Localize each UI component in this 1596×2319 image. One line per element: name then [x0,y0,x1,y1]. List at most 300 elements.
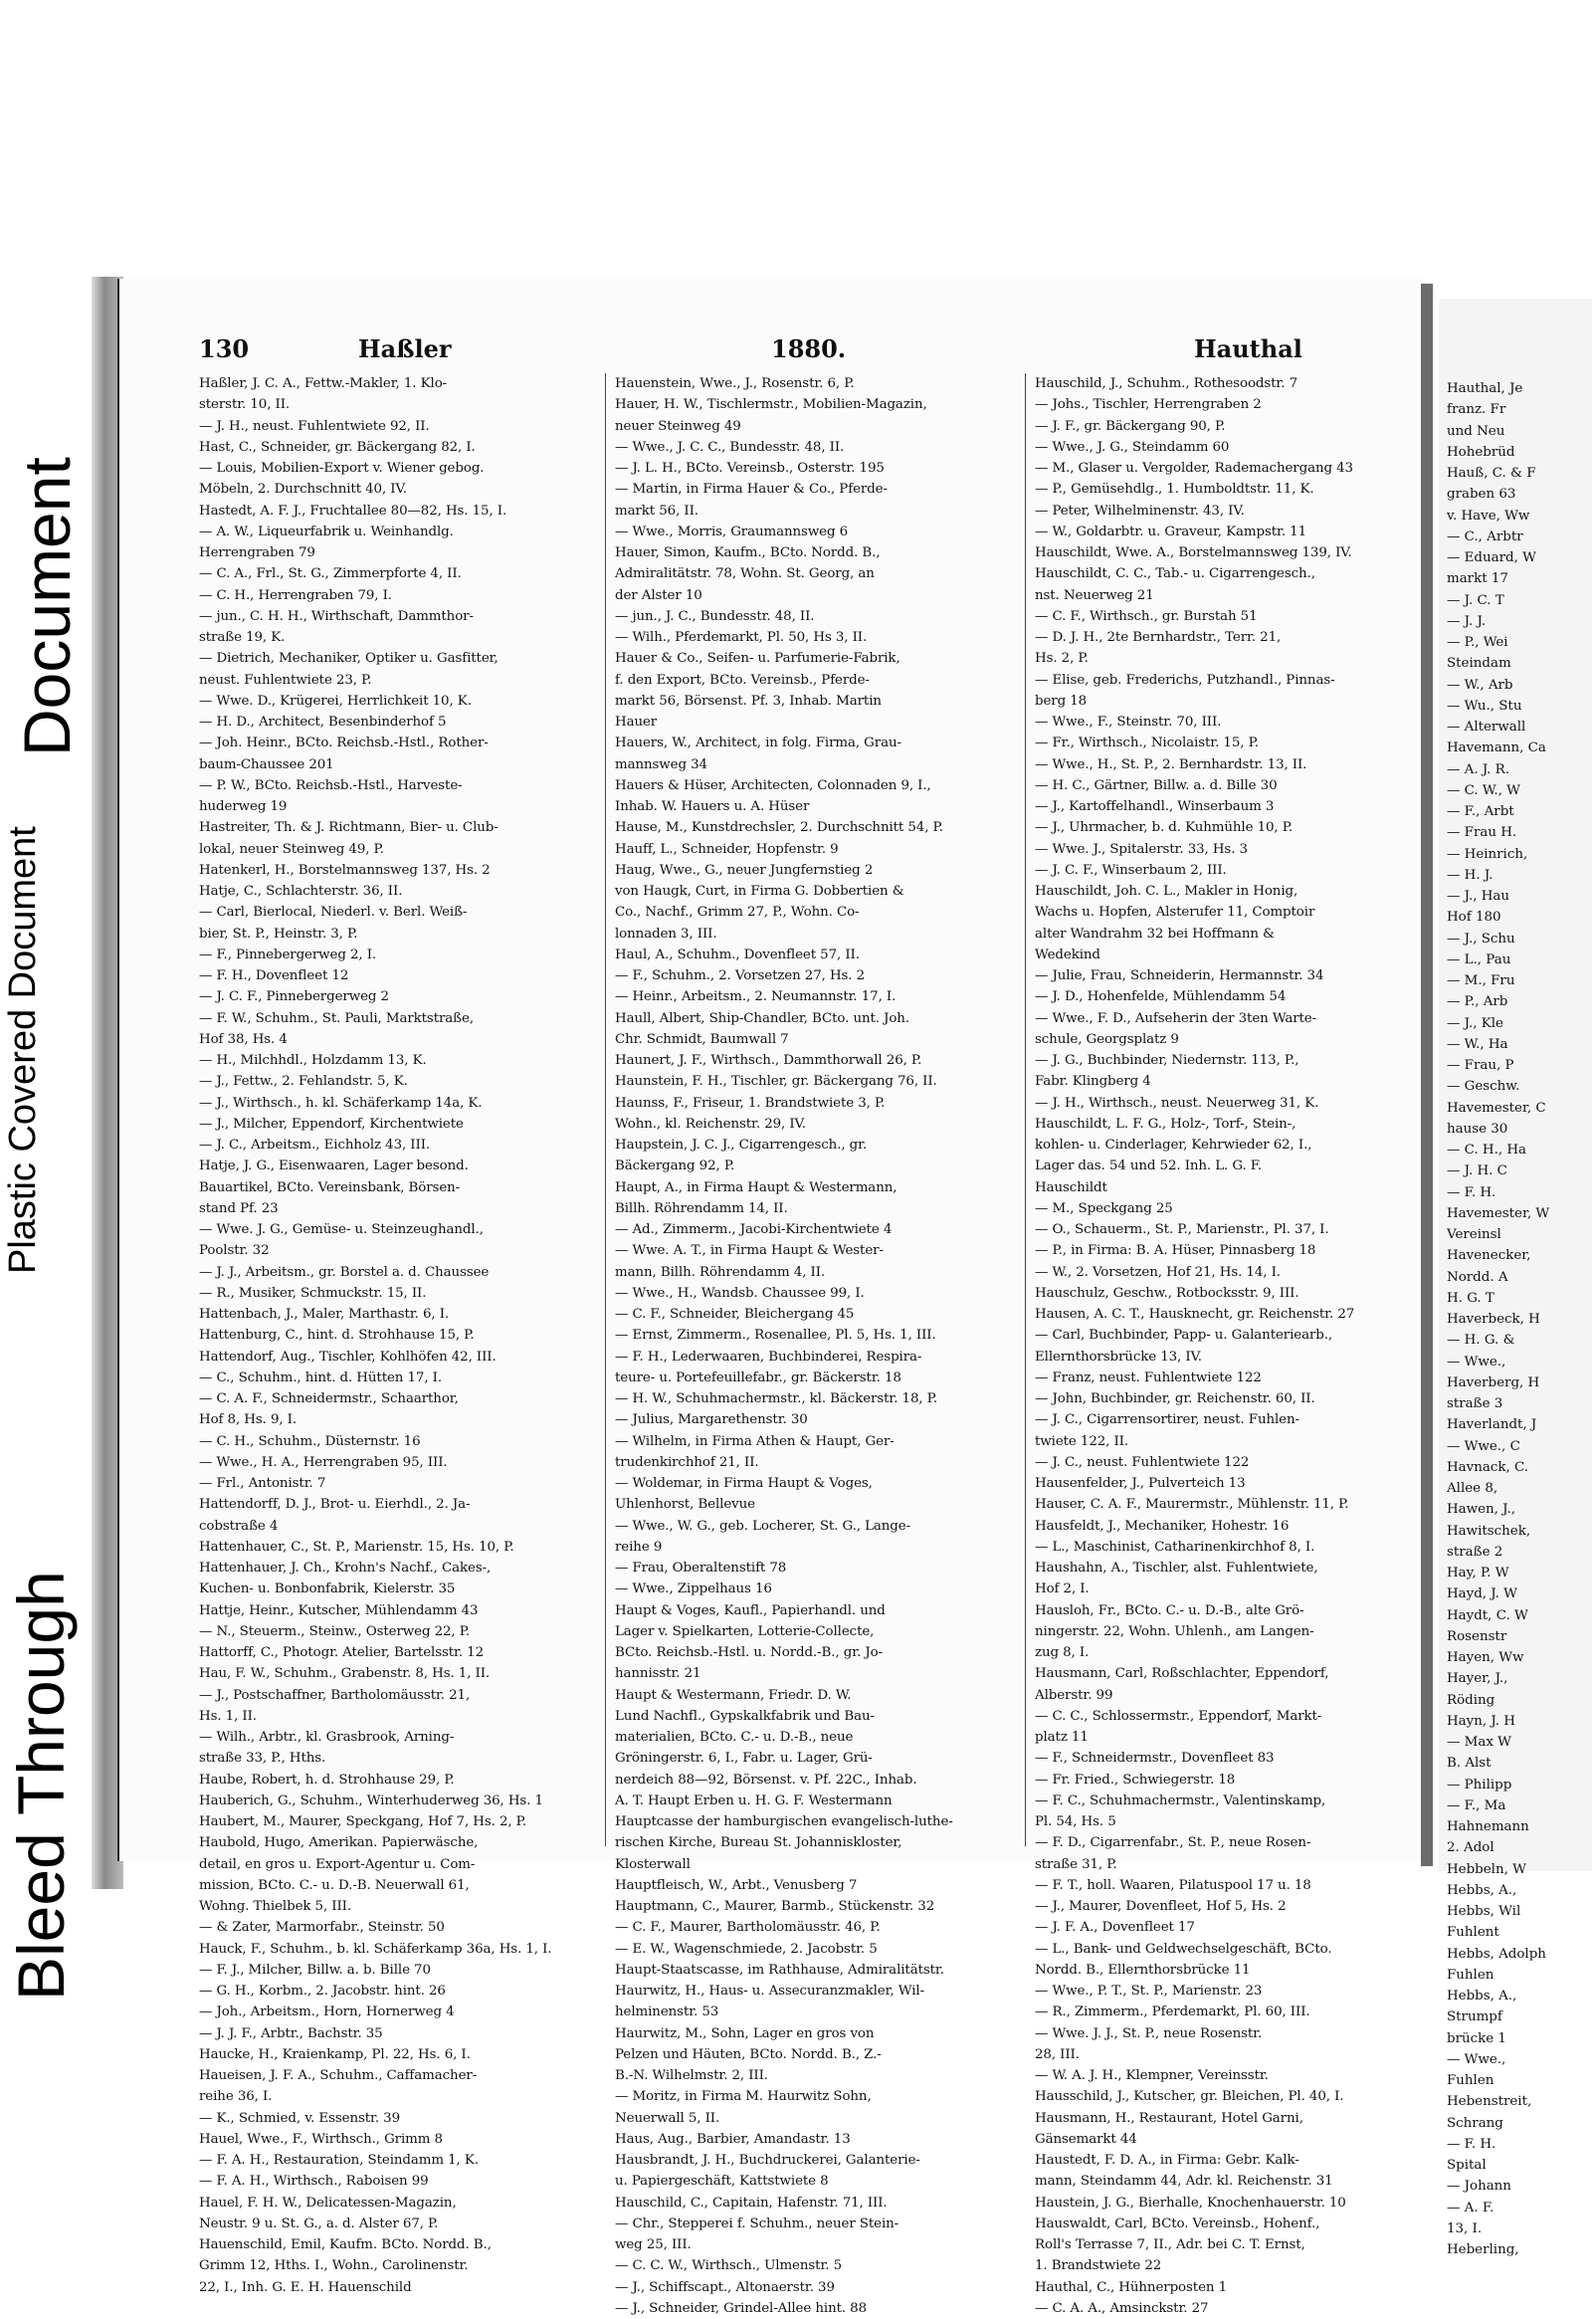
directory-entry-line: — G. H., Korbm., 2. Jacobstr. hint. 26 [199,1984,446,1999]
directory-entry-line: Chr. Schmidt, Baumwall 7 [615,1031,789,1047]
directory-entry-line: — Wwe., H. A., Herrengraben 95, III. [199,1454,448,1470]
directory-entry-line: Haupt, A., in Firma Haupt & Westermann, [615,1179,898,1195]
plastic-covered-label: Plastic Covered Document [2,826,44,1274]
directory-entry-line: — J. F. A., Dovenfleet 17 [1035,1920,1195,1936]
directory-entry-line: Klosterwall [615,1856,691,1872]
directory-entry-line: Haull, Albert, Ship-Chandler, BCto. unt. Joh. [615,1010,909,1026]
column-rule [605,373,606,1846]
directory-entry-line: — Woldemar, in Firma Haupt & Voges, [615,1476,873,1491]
directory-entry-line: Haunert, J. F., Wirthsch., Dammthorwall 26, P. [615,1053,922,1068]
directory-entry-line: Hattendorff, D. J., Brot- u. Eierhdl., 2. Ja- [199,1497,471,1513]
directory-entry-line: Fuhlent [1447,1925,1499,1941]
directory-entry-line: — J. G., Buchbinder, Niedernstr. 113, P., [1035,1053,1299,1068]
directory-entry-line: Hayer, J., [1447,1671,1508,1687]
page-header [199,334,1393,368]
directory-entry-line: — Frau, P [1447,1058,1514,1073]
directory-entry-line: Wohn., kl. Reichenstr. 29, IV. [615,1116,806,1132]
directory-entry-line: — N., Steuerm., Steinw., Osterweg 22, P. [199,1623,471,1639]
directory-entry-line: Hattenburg, C., hint. d. Strohhause 15, P. [199,1328,475,1344]
directory-entry-line: Hauschildt, Joh. C. L., Makler in Honig, [1035,884,1298,899]
directory-entry-line: — J. F., gr. Bäckergang 90, P. [1035,418,1226,434]
column-3 [1035,373,1433,2319]
directory-entry-line: — C. A. F., Schneidermstr., Schaarthor, [199,1391,459,1406]
directory-entry-line: Hs. 1, II. [199,1708,257,1724]
directory-entry-line: — O., Schauerm., St. P., Marienstr., Pl. 37, I. [1035,1222,1329,1237]
directory-entry-line: Hahnemann [1447,1819,1529,1834]
directory-entry-line: Nordd. A [1447,1269,1508,1285]
directory-entry-line: — Wwe., J. G., Steindamm 60 [1035,439,1230,455]
directory-entry-line: straße 19, K. [199,630,286,645]
directory-entry-line: — W. A. J. H., Klempner, Vereinsstr. [1035,2068,1269,2083]
directory-entry-line: — H. W., Schuhmachermstr., kl. Bäckerstr. 18, P. [615,1391,938,1406]
directory-entry-line: Haydt, C. W [1447,1607,1528,1623]
directory-entry-line: — C. W., W [1447,782,1520,798]
directory-entry-line: Haupstein, J. C. J., Cigarrengesch., gr. [615,1138,868,1153]
directory-entry-line: — F. H., Dovenfleet 12 [199,968,349,983]
directory-entry-line: Hausen, A. C. T., Hausknecht, gr. Reichenstr. 27 [1035,1307,1355,1322]
directory-entry-line: materialien, BCto. C.- u. D.-B., neue [615,1730,854,1745]
directory-entry-line: — J. C. F., Pinnebergerweg 2 [199,989,389,1005]
directory-entry-line: — Wwe., F. D., Aufseherin der 3ten Warte- [1035,1010,1317,1026]
directory-entry-line: — F. T., holl. Waaren, Pilatuspool 17 u. 18 [1035,1877,1311,1893]
directory-entry-line: mannsweg 34 [615,756,707,772]
directory-entry-line: Hastedt, A. F. J., Fruchtallee 80—82, Hs. 15, I. [199,503,507,519]
directory-entry-line: nst. Neuerweg 21 [1035,587,1154,603]
directory-entry-line: — Wwe., H., St. P., 2. Bernhardstr. 13, II. [1035,756,1307,772]
directory-entry-line: Hattorff, C., Photogr. Atelier, Bartelsstr. 12 [199,1645,485,1660]
directory-entry-line: Rosenstr [1447,1628,1507,1644]
directory-entry-line: BCto. Reichsb.-Hstl. u. Nordd.-B., gr. Jo- [615,1645,884,1660]
directory-entry-line: Fuhlen [1447,2073,1495,2088]
directory-entry-line: — H. C., Gärtner, Billw. a. d. Bille 30 [1035,777,1278,793]
directory-entry-line: Haverbeck, H [1447,1312,1540,1327]
directory-entry-line: Hebbs, A., [1447,1989,1517,2003]
directory-entry-line: — Ernst, Zimmerm., Rosenallee, Pl. 5, Hs. 1, III. [615,1328,936,1344]
directory-entry-line: Hauschildt, L. F. G., Holz-, Torf-, Stein-, [1035,1116,1297,1132]
directory-entry-line: Poolstr. 32 [199,1243,270,1259]
directory-entry-line: Hauschildt [1035,1179,1107,1195]
directory-entry-line: — E. W., Wagenschmiede, 2. Jacobstr. 5 [615,1941,878,1957]
directory-entry-line: Haug, Wwe., G., neuer Jungfernstieg 2 [615,862,874,878]
directory-entry-line: — P., Gemüsehdlg., 1. Humboldtstr. 11, K. [1035,482,1314,498]
directory-entry-line: Bäckergang 92, P. [615,1159,735,1174]
directory-entry-line: — Johs., Tischler, Herrengraben 2 [1035,397,1262,413]
directory-entry-line: Hebbs, Adolph [1447,1946,1546,1962]
directory-entry-line: Haupt & Voges, Kaufl., Papierhandl. und [615,1602,886,1618]
directory-entry-line: — & Zater, Marmorfabr., Steinstr. 50 [199,1920,445,1936]
directory-entry-line: franz. Fr [1447,402,1506,418]
directory-entry-line: Hawitschek, [1447,1523,1531,1539]
directory-entry-line: B.-N. Wilhelmstr. 2, III. [615,2068,768,2083]
directory-entry-line: Hauschild, J., Schuhm., Rothesoodstr. 7 [1035,376,1297,391]
directory-entry-line: — Fr. Fried., Schwiegerstr. 18 [1035,1772,1236,1788]
directory-entry-line: straße 33, P., Hths. [199,1751,326,1767]
directory-entry-line: Möbeln, 2. Durchschnitt 40, IV. [199,482,407,498]
directory-entry-line: Hauschild, C., Capitain, Hafenstr. 71, III. [615,2195,888,2211]
directory-entry-line: — P., Arb [1447,994,1508,1010]
directory-entry-line: — A. F. [1447,2200,1495,2215]
directory-entry-line: Strumpf [1447,2009,1502,2025]
directory-entry-line: — J., Postschaffner, Bartholomäusstr. 21, [199,1687,471,1703]
directory-entry-line: — Franz, neust. Fuhlentwiete 122 [1035,1370,1262,1385]
directory-entry-line: Ellernthorsbrücke 13, IV. [1035,1349,1202,1365]
directory-entry-line: — Philipp [1447,1777,1512,1792]
directory-entry-line: — jun., J. C., Bundesstr. 48, II. [615,608,815,624]
directory-entry-line: — Joh. Heinr., BCto. Reichsb.-Hstl., Rother- [199,736,489,751]
directory-entry-line: — J., Uhrmacher, b. d. Kuhmühle 10, P. [1035,820,1294,836]
directory-entry-line: — Louis, Mobilien-Export v. Wiener gebog. [199,461,485,476]
directory-entry-line: — Wwe., H., Wandsb. Chaussee 99, I. [615,1285,865,1301]
directory-entry-line: — C. C. W., Wirthsch., Ulmenstr. 5 [615,2258,843,2274]
directory-entry-line: — Moritz, in Firma M. Haurwitz Sohn, [615,2089,872,2105]
directory-entry-line: Hauck, F., Schuhm., b. kl. Schäferkamp 36a, Hs. 1, I. [199,1941,552,1957]
directory-entry-line: brücke 1 [1447,2030,1506,2046]
directory-entry-line: Hauser, C. A. F., Maurermstr., Mühlenstr. 11, P. [1035,1497,1349,1513]
directory-entry-line: Hayd, J. W [1447,1586,1517,1602]
directory-entry-line: markt 56, Börsenst. Pf. 3, Inhab. Martin [615,693,882,709]
directory-entry-line: — W., Arb [1447,677,1513,693]
directory-entry-line: alter Wandrahm 32 bei Hoffmann & [1035,926,1275,942]
directory-entry-line: bier, St. P., Heinstr. 3, P. [199,926,358,942]
adjacent-page [1439,299,1592,2257]
directory-entry-line: hannisstr. 21 [615,1666,701,1682]
directory-entry-line: lokal, neuer Steinweg 49, P. [199,841,384,857]
directory-entry-line: Hauswaldt, Carl, BCto. Vereinsb., Hohenf., [1035,2215,1320,2231]
directory-entry-line: — Frau, Oberaltenstift 78 [615,1561,787,1576]
directory-entry-line: Nordd. B., Ellernthorsbrücke 11 [1035,1962,1251,1978]
directory-entry-line: Haucke, H., Kraienkamp, Pl. 22, Hs. 6, I. [199,2046,471,2062]
directory-entry-line: Steindam [1447,656,1511,672]
directory-entry-line: schule, Georgsplatz 9 [1035,1031,1179,1047]
directory-entry-line: Hastreiter, Th. & J. Richtmann, Bier- u. Club- [199,820,499,836]
directory-entry-line: — W., Goldarbtr. u. Graveur, Kampstr. 11 [1035,524,1306,539]
directory-entry-line: mann, Steindamm 44, Adr. kl. Reichenstr. 31 [1035,2174,1333,2190]
directory-entry-line: — Wwe. J., Spitalerstr. 33, Hs. 3 [1035,841,1248,857]
directory-entry-line: Hebbs, A., [1447,1882,1517,1898]
directory-entry-line: — R., Zimmerm., Pferdemarkt, Pl. 60, III. [1035,2004,1310,2020]
directory-entry-line: trudenkirchhof 21, II. [615,1454,759,1470]
directory-entry-line: Hattje, Heinr., Kutscher, Mühlendamm 43 [199,1602,479,1618]
directory-entry-line: — J. C., Arbeitsm., Eichholz 43, III. [199,1138,431,1153]
directory-entry-line: — C. H., Ha [1447,1143,1527,1158]
column-rule [1025,373,1026,1846]
directory-entry-line: — J. H. C [1447,1163,1507,1179]
directory-entry-line: — J. C. T [1447,592,1504,608]
directory-entry-line: Hauptcasse der hamburgischen evangelisch-luthe- [615,1814,953,1829]
directory-entry-line: Hausenfelder, J., Pulverteich 13 [1035,1476,1246,1491]
directory-entry-line: helminenstr. 53 [615,2004,719,2020]
directory-entry-line: — J., Fettw., 2. Fehlandstr. 5, K. [199,1074,408,1090]
directory-entry-line: — J., Wirthsch., h. kl. Schäferkamp 14a, K. [199,1095,483,1111]
directory-entry-line: — Joh., Arbeitsm., Horn, Hornerweg 4 [199,2004,455,2020]
header-right-keyword: Hauthal [1194,334,1302,363]
directory-entry-line: — Julie, Frau, Schneiderin, Hermannstr. 34 [1035,968,1324,983]
directory-entry-line: nerdeich 88—92, Börsenst. v. Pf. 22C., Inhab. [615,1772,917,1788]
directory-entry-line: Haushahn, A., Tischler, alst. Fuhlentwiete, [1035,1561,1318,1576]
directory-entry-line: berg 18 [1035,693,1088,709]
directory-entry-line: Spital [1447,2158,1487,2173]
directory-entry-line: Hausschild, J., Kutscher, gr. Bleichen, Pl. 40, I. [1035,2089,1344,2105]
directory-entry-line: Hauptmann, C., Maurer, Barmb., Stückenstr. 32 [615,1899,935,1914]
directory-entry-line: Hatje, C., Schlachterstr. 36, II. [199,884,403,899]
directory-entry-line: Haupt-Staatscasse, im Rathhause, Admiralitätstr. [615,1962,944,1978]
directory-entry-line: Haube, Robert, h. d. Strohhause 29, P. [199,1772,455,1788]
directory-entry-line: cobstraße 4 [199,1518,279,1534]
directory-entry-line: Fuhlen [1447,1967,1495,1983]
directory-entry-line: mission, BCto. C.- u. D.-B. Neuerwall 61, [199,1877,470,1893]
directory-entry-line: huderweg 19 [199,799,288,814]
directory-entry-line: Vereinsl [1447,1227,1501,1242]
directory-entry-line: Hauthal, Je [1447,381,1523,396]
directory-entry-line: Haupt & Westermann, Friedr. D. W. [615,1687,852,1703]
directory-entry-line: — F. H. [1447,2136,1496,2152]
directory-entry-line: Hauff, L., Schneider, Hopfenstr. 9 [615,841,839,857]
adjacent-page-column [1447,378,1596,2260]
directory-entry-line: — Wwe. J. G., Gemüse- u. Steinzeughandl., [199,1222,484,1237]
directory-entry-line: markt 17 [1447,571,1508,587]
directory-entry-line: von Haugk, Curt, in Firma G. Dobbertien & [615,884,904,899]
directory-entry-line: — F., Pinnebergerweg 2, I. [199,947,377,962]
directory-entry-line: — H. J. [1447,867,1494,883]
directory-entry-line: Grimm 12, Hths. I., Wohn., Carolinenstr. [199,2258,469,2274]
directory-entry-line: — C. A. A., Amsinckstr. 27 [1035,2300,1209,2316]
directory-entry-line: — J., Schneider, Grindel-Allee hint. 88 [615,2300,868,2316]
directory-entry-line: — J., Schu [1447,931,1515,947]
directory-entry-line: — F. A. H., Wirthsch., Raboisen 99 [199,2174,429,2190]
directory-entry-line: — D. J. H., 2te Bernhardstr., Terr. 21, [1035,630,1282,645]
directory-entry-line: Hauschildt, C. C., Tab.- u. Cigarrengesch., [1035,566,1315,582]
directory-entry-line: lonnaden 3, III. [615,926,717,942]
directory-entry-line: Wohng. Thielbek 5, III. [199,1899,352,1914]
directory-entry-line: Hohebrüd [1447,444,1515,460]
directory-entry-line: — Wwe. D., Krügerei, Herrlichkeit 10, K. [199,693,472,709]
directory-entry-line: Hauers, W., Architect, in folg. Firma, Grau- [615,736,901,751]
directory-entry-line: — J., Kartoffelhandl., Winserbaum 3 [1035,799,1275,814]
directory-entry-line: — Dietrich, Mechaniker, Optiker u. Gasfitter, [199,651,499,667]
directory-entry-line: — Wwe., J. C. C., Bundesstr. 48, II. [615,439,845,455]
directory-entry-line: Hs. 2, P. [1035,651,1089,667]
directory-entry-line: — P., in Firma: B. A. Hüser, Pinnasberg 18 [1035,1243,1316,1259]
directory-entry-line: neust. Fuhlentwiete 23, P. [199,672,372,688]
directory-entry-line: Hauthal, C., Hühnerposten 1 [1035,2279,1227,2295]
directory-entry-line: Herrengraben 79 [199,545,315,560]
directory-entry-line: Lager das. 54 und 52. Inh. L. G. F. [1035,1159,1263,1174]
directory-entry-line: hause 30 [1447,1121,1508,1137]
directory-entry-line: Hauberich, G., Schuhm., Winterhuderweg 36, Hs. 1 [199,1792,543,1808]
directory-entry-line: — K., Schmied, v. Essenstr. 39 [199,2110,400,2126]
directory-entry-line: Hattendorf, Aug., Tischler, Kohlhöfen 42, III. [199,1349,497,1365]
directory-entry-line: Havenecker, [1447,1248,1531,1264]
directory-entry-line: — Peter, Wilhelminenstr. 43, IV. [1035,503,1245,519]
directory-entry-line: Fabr. Klingberg 4 [1035,1074,1151,1090]
directory-entry-line: Hatenkerl, H., Borstelmannsweg 137, Hs. 2 [199,862,491,878]
directory-entry-line: straße 3 [1447,1396,1503,1411]
directory-entry-line: — J., Milcher, Eppendorf, Kirchentwiete [199,1116,464,1132]
directory-entry-line: — Heinrich, [1447,846,1528,862]
directory-entry-line: — Wwe., W. G., geb. Locherer, St. G., Lange- [615,1518,911,1534]
directory-entry-line: — C. F., Wirthsch., gr. Burstah 51 [1035,608,1258,624]
directory-entry-line: — Wilh., Pferdemarkt, Pl. 50, Hs 3, II. [615,630,868,645]
directory-entry-line: — F., Schuhm., 2. Vorsetzen 27, Hs. 2 [615,968,866,983]
directory-entry-line: Inhab. W. Hauers u. A. Hüser [615,799,810,814]
directory-entry-line: — J. L. H., BCto. Vereinsb., Osterstr. 195 [615,461,885,476]
directory-entry-line: — J. J., Arbeitsm., gr. Borstel a. d. Chaussee [199,1264,490,1280]
page-edge-shadow [1421,284,1433,1866]
directory-entry-line: — Carl, Buchbinder, Papp- u. Galanteriearb., [1035,1328,1333,1344]
directory-entry-line: Haus, Aug., Barbier, Amandastr. 13 [615,2131,851,2147]
bleed-through-label: Bleed Through [4,1571,78,2001]
directory-entry-line: Allee 8, [1447,1481,1498,1496]
directory-entry-line: Kuchen- u. Bonbonfabrik, Kielerstr. 35 [199,1581,456,1597]
directory-entry-line: Hayn, J. H [1447,1713,1515,1729]
directory-entry-line: — F. H. [1447,1184,1496,1200]
directory-entry-line: Hausmann, Carl, Roßschlachter, Eppendorf, [1035,1666,1329,1682]
directory-entry-line: Bauartikel, BCto. Vereinsbank, Börsen- [199,1179,461,1195]
directory-entry-line: Haverberg, H [1447,1374,1540,1390]
directory-entry-line: Hausmann, H., Restaurant, Hotel Garni, [1035,2110,1303,2126]
directory-entry-line: — C. H., Schuhm., Düsternstr. 16 [199,1433,421,1449]
directory-entry-line: Haunstein, F. H., Tischler, gr. Bäckergang 76, II. [615,1074,937,1090]
directory-entry-line: — M., Glaser u. Vergolder, Rademachergang 43 [1035,461,1353,476]
directory-entry-line: Hauer, H. W., Tischlermstr., Mobilien-Magazin, [615,397,927,413]
directory-entry-line: u. Papiergeschäft, Kattstwiete 8 [615,2174,829,2190]
directory-entry-line: baum-Chaussee 201 [199,756,334,772]
directory-entry-line: — F. W., Schuhm., St. Pauli, Marktstraße, [199,1010,474,1026]
directory-entry-line: — Elise, geb. Frederichs, Putzhandl., Pinnas- [1035,672,1335,688]
directory-entry-line: — J. J. F., Arbtr., Bachstr. 35 [199,2025,383,2041]
directory-entry-line: — Frl., Antonistr. 7 [199,1476,326,1491]
directory-entry-line: — J. C. F., Winserbaum 2, III. [1035,862,1227,878]
directory-entry-line: zug 8, I. [1035,1645,1090,1660]
directory-entry-line: Hebbs, Wil [1447,1904,1521,1919]
directory-entry-line: — Wwe., [1447,1354,1506,1370]
directory-entry-line: Hattenhauer, J. Ch., Krohn's Nachf., Cakes-, [199,1561,492,1576]
directory-entry-line: mann, Billh. Röhrendamm 4, II. [615,1264,826,1280]
column-1 [199,373,597,2298]
directory-entry-line: Hausfeldt, J., Mechaniker, Hohestr. 16 [1035,1518,1290,1534]
directory-entry-line: 28, III. [1035,2046,1080,2062]
directory-entry-line: — Max W [1447,1735,1511,1750]
directory-entry-line: teure- u. Portefeuillefabr., gr. Bäckerstr. 18 [615,1370,901,1385]
directory-entry-line: — A. J. R. [1447,761,1510,777]
directory-entry-line: reihe 36, I. [199,2089,273,2105]
directory-entry-line: — Martin, in Firma Hauer & Co., Pferde- [615,482,888,498]
directory-entry-line: der Alster 10 [615,587,702,603]
directory-entry-line: Röding [1447,1692,1496,1708]
directory-entry-line: Haßler, J. C. A., Fettw.-Makler, 1. Klo- [199,376,448,391]
directory-entry-line: Wachs u. Hopfen, Alsterufer 11, Comptoir [1035,905,1315,921]
directory-entry-line: Hof 38, Hs. 4 [199,1031,288,1047]
directory-entry-line: — M., Speckgang 25 [1035,1200,1173,1216]
directory-entry-line: Haurwitz, M., Sohn, Lager en gros von [615,2025,875,2041]
directory-entry-line: Lund Nachfl., Gypskalkfabrik und Bau- [615,1708,875,1724]
directory-entry-line: rischen Kirche, Bureau St. Johanniskloster, [615,1835,902,1851]
directory-entry-line: — F., Ma [1447,1797,1506,1813]
directory-entry-line: stand Pf. 23 [199,1200,279,1216]
directory-entry-line: Hauer, Simon, Kaufm., BCto. Nordd. B., [615,545,881,560]
directory-entry-line: Roll's Terrasse 7, II., Adr. bei C. T. Ernst, [1035,2237,1305,2252]
directory-entry-line: Heberling, [1447,2242,1519,2257]
directory-entry-line: Billh. Röhrendamm 14, II. [615,1200,788,1216]
directory-entry-line: Hof 8, Hs. 9, I. [199,1412,298,1428]
directory-entry-line: — Julius, Margarethenstr. 30 [615,1412,808,1428]
directory-entry-line: Hausloh, Fr., BCto. C.- u. D.-B., alte Grö- [1035,1602,1304,1618]
directory-entry-line: — J. C., Cigarrensortirer, neust. Fuhlen- [1035,1412,1299,1428]
directory-entry-line: — Wwe., C [1447,1438,1520,1454]
directory-entry-line: A. T. Haupt Erben u. H. G. F. Westermann [615,1792,893,1808]
directory-entry-line: — Fr., Wirthsch., Nicolaistr. 15, P. [1035,736,1259,751]
directory-entry-line: — H. D., Architect, Besenbinderhof 5 [199,715,447,730]
directory-entry-line: — Wwe., Zippelhaus 16 [615,1581,772,1597]
directory-entry-line: Hauschulz, Geschw., Rotbocksstr. 9, III. [1035,1285,1299,1301]
directory-entry-line: — C. A., Frl., St. G., Zimmerpforte 4, II. [199,566,462,582]
directory-entry-line: Schrang [1447,2115,1503,2131]
directory-entry-line: f. den Export, BCto. Vereinsb., Pferde- [615,672,870,688]
directory-entry-line: — J., Schiffscapt., Altonaerstr. 39 [615,2279,835,2295]
header-left-keyword: Haßler [358,334,452,363]
directory-entry-line: Hayen, Ww [1447,1650,1524,1665]
directory-entry-line: — A. W., Liqueurfabrik u. Weinhandlg. [199,524,454,539]
directory-entry-line: — Wwe., F., Steinstr. 70, III. [1035,715,1222,730]
directory-entry-line: — F. J., Milcher, Billw. a. b. Bille 70 [199,1962,431,1978]
directory-entry-line: — C., Arbtr [1447,528,1523,544]
directory-entry-line: — Johann [1447,2179,1511,2195]
directory-entry-line: — F., Schneidermstr., Dovenfleet 83 [1035,1751,1275,1767]
directory-entry-line: — J., Maurer, Dovenfleet, Hof 5, Hs. 2 [1035,1899,1287,1914]
directory-entry-line: 13, I. [1447,2220,1483,2236]
directory-entry-line: Hause, M., Kunstdrechsler, 2. Durchschnitt 54, P. [615,820,943,836]
directory-entry-line: und Neu [1447,423,1505,439]
directory-entry-line: Admiralitätstr. 78, Wohn. St. Georg, an [615,566,875,582]
directory-entry-line: ningerstr. 22, Wohn. Uhlenh., am Langen- [1035,1623,1314,1639]
directory-entry-line: Hof 2, I. [1035,1581,1090,1597]
directory-entry-line: — Geschw. [1447,1079,1520,1095]
directory-entry-line: platz 11 [1035,1730,1089,1745]
directory-entry-line: reihe 9 [615,1539,663,1555]
directory-entry-line: Haunss, F., Friseur, 1. Brandstwiete 3, P. [615,1095,886,1111]
directory-entry-line: Havemester, C [1447,1100,1546,1116]
directory-entry-line: graben 63 [1447,487,1516,503]
directory-entry-line: markt 56, II. [615,503,698,519]
directory-entry-line: Haubert, M., Maurer, Speckgang, Hof 7, Hs. 2, P. [199,1814,527,1829]
directory-entry-line: Havemann, Ca [1447,740,1546,756]
directory-entry-line: — J. H., neust. Fuhlentwiete 92, II. [199,418,430,434]
directory-entry-line: — jun., C. H. H., Wirthschaft, Dammthor- [199,608,474,624]
directory-entry-line: v. Have, Ww [1447,508,1530,524]
directory-entry-line: Gänsemarkt 44 [1035,2131,1137,2147]
directory-entry-line: weg 25, III. [615,2237,692,2252]
directory-entry-line: B. Alst [1447,1756,1492,1772]
directory-entry-line: — W., 2. Vorsetzen, Hof 21, Hs. 14, I. [1035,1264,1281,1280]
directory-entry-line: — Carl, Bierlocal, Niederl. v. Berl. Weiß- [199,905,468,921]
directory-entry-line: 1. Brandstwiete 22 [1035,2258,1162,2274]
directory-entry-line: — F. H., Lederwaaren, Buchbinderei, Respira- [615,1349,922,1365]
directory-entry-line: Wedekind [1035,947,1100,962]
directory-entry-line: straße 2 [1447,1544,1503,1560]
directory-entry-line: Pelzen und Häuten, BCto. Nordd. B., Z.- [615,2046,882,2062]
directory-entry-line: — Chr., Stepperei f. Schuhm., neuer Stein- [615,2215,899,2231]
directory-entry-line: Pl. 54, Hs. 5 [1035,1814,1116,1829]
directory-entry-line: Hauel, F. H. W., Delicatessen-Magazin, [199,2195,457,2211]
directory-entry-line: — John, Buchbinder, gr. Reichenstr. 60, II. [1035,1391,1315,1406]
directory-entry-line: Neustr. 9 u. St. G., a. d. Alster 67, P. [199,2215,439,2231]
directory-entry-line: — Eduard, W [1447,550,1536,565]
directory-entry-line: neuer Steinweg 49 [615,418,741,434]
directory-entry-line: — Heinr., Arbeitsm., 2. Neumannstr. 17, I. [615,989,897,1005]
directory-entry-line: Haustein, J. G., Bierhalle, Knochenhauerstr. 10 [1035,2195,1346,2211]
directory-page [117,279,1425,2316]
directory-entry-line: Gröningerstr. 6, I., Fabr. u. Lager, Grü- [615,1751,873,1767]
